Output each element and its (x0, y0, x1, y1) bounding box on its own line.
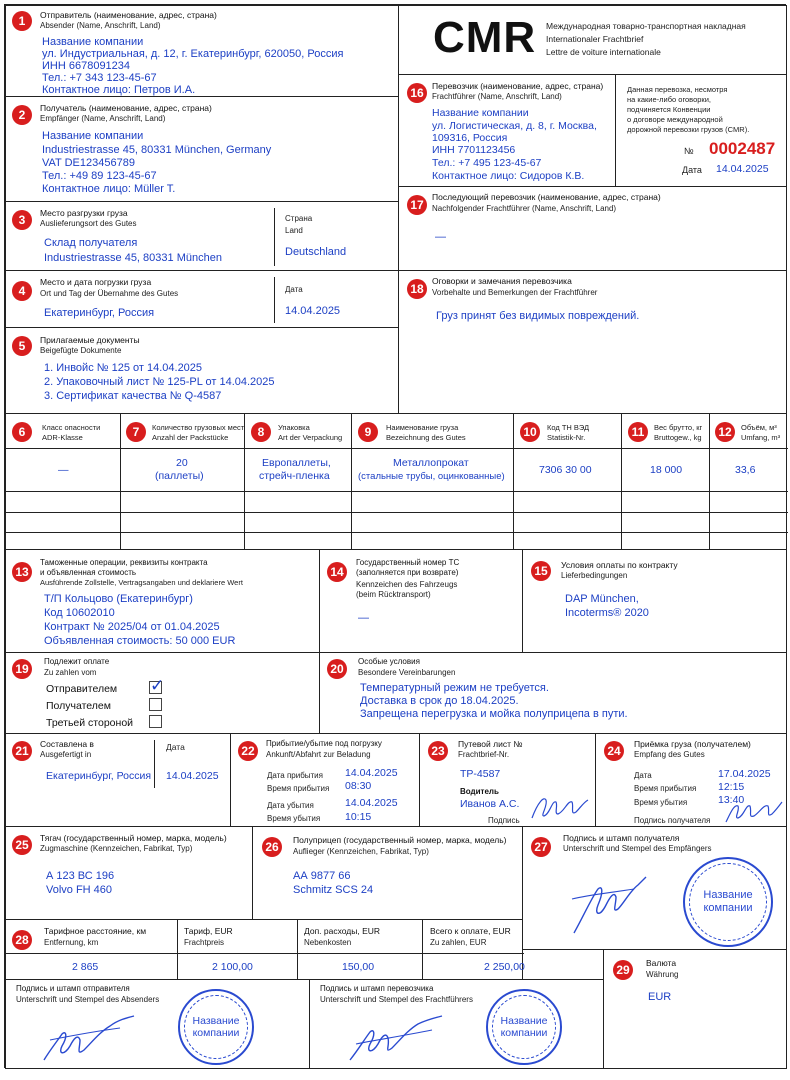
drawn-up-place: Екатеринбург, Россия (46, 770, 152, 782)
cmr-form (4, 4, 786, 1068)
cmr-note: дорожной перевозки грузов (CMR). (627, 125, 750, 134)
carrier-line: ИНН 7701123456 (432, 144, 516, 156)
sender-line: Тел.: +7 343 123-45-67 (42, 72, 157, 84)
charges-extra-value: 150,00 (342, 961, 375, 973)
box-number-18: 18 (407, 279, 427, 299)
col-header-hs-code: Код ТН ВЭД (547, 423, 590, 432)
cargo-adr: — (58, 464, 69, 476)
unloading-title: Место разгрузки груза (40, 208, 128, 218)
sender-subtitle: Absender (Name, Anschrift, Land) (40, 21, 161, 30)
col-header-volume-sub: Umfang, m³ (741, 433, 781, 442)
customs-title-2: и объявленная стоимость (40, 568, 137, 577)
cmr-note: Данная перевозка, несмотря (627, 85, 728, 94)
consignee-line: VAT DE123456789 (42, 157, 135, 169)
stamp-text: Название (192, 1015, 240, 1027)
cargo-goods-detail: (стальные трубы, оцинкованные) (358, 471, 505, 482)
box-customs (5, 549, 320, 653)
cmr-number: 0002487 (709, 139, 776, 158)
box-loading-place (5, 270, 399, 328)
cmr-logo: CMR (433, 13, 537, 62)
box-number-12: 12 (715, 422, 735, 442)
semitrailer-subtitle: Auflieger (Kennzeichen, Fabrikat, Typ) (293, 847, 429, 856)
box-carrier-signature (309, 979, 604, 1069)
stamp-text: Название (703, 889, 753, 901)
sender-signature-subtitle: Unterschrift und Stempel des Absenders (16, 995, 160, 1004)
box-number-2: 2 (12, 105, 32, 125)
loading-date-label: Дата (285, 285, 303, 294)
charges-extra-subtitle: Nebenkosten (304, 938, 352, 947)
customs-line: Т/П Кольцово (Екатеринбург) (44, 593, 193, 605)
acceptance-arrival-label: Время прибытия (634, 784, 697, 793)
consignee-title: Получатель (наименование, адрес, страна) (40, 103, 212, 113)
carrier-signature-subtitle: Unterschrift und Stempel des Frachtführers (320, 995, 473, 1004)
box-number-10: 10 (520, 422, 540, 442)
loading-arrival-date: 14.04.2025 (345, 767, 398, 779)
box-documents (5, 327, 399, 414)
box-number-16: 16 (407, 83, 427, 103)
box-number-13: 13 (12, 562, 32, 582)
box-number-9: 9 (358, 422, 378, 442)
unloading-country-subtitle: Land (285, 226, 303, 235)
consignee-acceptance-signature (724, 796, 784, 826)
customs-line: Код 10602010 (44, 607, 115, 619)
sender-title: Отправитель (наименование, адрес, страна) (40, 10, 217, 20)
carrier-stamp (486, 989, 562, 1065)
waybill-subtitle: Frachtbrief-Nr. (458, 750, 510, 759)
col-header-volume: Объём, м³ (741, 423, 777, 432)
carrier-signature-title: Подпись и штамп перевозчика (320, 984, 434, 993)
box-vehicle-number (319, 549, 523, 653)
loading-departure-date-label: Дата убытия (267, 801, 314, 810)
box-number-22: 22 (238, 741, 258, 761)
cmr-date-label: Дата (682, 165, 702, 175)
box-number-14: 14 (327, 562, 347, 582)
payable-option-sender: Отправителем (46, 683, 118, 695)
box-waybill (419, 733, 596, 827)
cargo-volume: 33,6 (735, 464, 756, 476)
payable-title: Подлежит оплате (44, 657, 110, 666)
unloading-subtitle: Auslieferungsort des Gutes (40, 219, 137, 228)
cmr-note: на какие-либо оговорки, (627, 95, 711, 104)
box-semitrailer (252, 826, 523, 920)
box-number-26: 26 (262, 837, 282, 857)
col-header-weight-sub: Bruttogew., kg (654, 433, 702, 442)
payable-option-consignee: Получателем (46, 700, 111, 712)
sender-signature (40, 1010, 140, 1066)
cargo-hs-code: 7306 30 00 (539, 464, 592, 476)
box-sender (5, 5, 399, 97)
waybill-number: ТР-4587 (460, 768, 501, 780)
drawn-up-date-label: Дата (166, 742, 185, 752)
sender-line: ИНН 6678091234 (42, 60, 131, 72)
consignee-line: Контактное лицо: Müller T. (42, 183, 176, 195)
charges-distance-value: 2 865 (72, 961, 99, 973)
col-header-adr: Класс опасности (42, 423, 101, 432)
stamp-text: компании (500, 1027, 548, 1039)
box-number-5: 5 (12, 336, 32, 356)
loading-subtitle: Ort und Tag der Übernahme des Gutes (40, 289, 179, 298)
box-number-8: 8 (251, 422, 271, 442)
col-header-goods-sub: Bezeichnung des Gutes (386, 433, 466, 442)
customs-title: Таможенные операции, реквизиты контракта (40, 558, 208, 567)
charges-total-subtitle: Zu zahlen, EUR (430, 938, 487, 947)
special-condition: Запрещена перегрузка и мойка полуприцепа в пути. (360, 708, 628, 720)
next-carrier-title: Последующий перевозчик (наименование, адрес, страна) (432, 192, 661, 202)
tractor-title: Тягач (государственный номер, марка, модель) (40, 833, 227, 843)
next-carrier-value: — (435, 231, 446, 243)
carrier-subtitle: Frachtführer (Name, Anschrift, Land) (432, 92, 562, 101)
vehicle-number-title: Государственный номер ТС (356, 558, 460, 567)
cmr-date: 14.04.2025 (716, 163, 769, 175)
box-tractor (5, 826, 253, 920)
box-number-27: 27 (531, 837, 551, 857)
acceptance-sign-label: Подпись получателя (634, 816, 711, 825)
box-acceptance (595, 733, 787, 827)
stamp-text: компании (703, 902, 753, 914)
charges-total-title: Всего к оплате, EUR (430, 926, 511, 936)
customs-line: Контракт № 2025/04 от 01.04.2025 (44, 621, 220, 633)
header-title-fr: Lettre de voiture internationale (546, 47, 661, 57)
vehicle-number-subtitle: Kennzeichen des Fahrzeugs (356, 580, 458, 589)
unloading-line: Industriestrasse 45, 80331 München (44, 252, 222, 264)
customs-line: Объявленная стоимость: 50 000 EUR (44, 635, 236, 647)
consignee-signature-title: Подпись и штамп получателя (563, 833, 680, 843)
acceptance-title: Приёмка груза (получателем) (634, 739, 751, 749)
box-loading-times (230, 733, 420, 827)
unloading-country-value: Deutschland (285, 246, 347, 258)
documents-title: Прилагаемые документы (40, 335, 140, 345)
box-carrier (398, 74, 616, 187)
loading-arrival-time: 08:30 (345, 780, 372, 792)
document-item: 2. Упаковочный лист № 125-PL от 14.04.2025 (44, 376, 275, 388)
unloading-country-title: Страна (285, 214, 313, 223)
next-carrier-subtitle: Nachfolgender Frachtführer (Name, Anschrift, Land) (432, 204, 617, 213)
semitrailer-title: Полуприцеп (государственный номер, марка, модель) (293, 835, 507, 845)
sender-line: ул. Индустриальная, д. 12, г. Екатеринбург, 620050, Россия (42, 48, 344, 60)
box-number-7: 7 (126, 422, 146, 442)
special-conditions-subtitle: Besondere Vereinbarungen (358, 668, 456, 677)
drawn-up-date: 14.04.2025 (166, 770, 219, 782)
box-number-21: 21 (12, 741, 32, 761)
loading-times-subtitle: Ankunft/Abfahrt zur Beladung (266, 750, 371, 759)
box-number-4: 4 (12, 281, 32, 301)
box-number-28: 28 (12, 930, 32, 950)
charges-distance-title: Тарифное расстояние, км (44, 926, 147, 936)
charges-tariff-value: 2 100,00 (212, 961, 253, 973)
vehicle-number-title-2: (заполняется при возврате) (356, 568, 459, 577)
checkmark-icon: ✓ (150, 676, 165, 695)
box-unloading-place (5, 201, 399, 271)
payment-terms-title: Условия оплаты по контракту (561, 560, 678, 570)
payable-subtitle: Zu zahlen vom (44, 668, 97, 677)
vehicle-number-value: — (358, 612, 369, 624)
box-number-19: 19 (12, 659, 32, 679)
box-number-29: 29 (613, 960, 633, 980)
driver-sign-label: Подпись (488, 816, 520, 825)
loading-arrival-time-label: Время прибытия (267, 784, 330, 793)
box-charges (5, 919, 523, 980)
loading-departure-date: 14.04.2025 (345, 797, 398, 809)
acceptance-date-label: Дата (634, 771, 652, 780)
sender-signature-title: Подпись и штамп отправителя (16, 984, 130, 993)
special-conditions-title: Особые условия (358, 657, 420, 666)
loading-title: Место и дата погрузки груза (40, 277, 152, 287)
box-next-carrier (398, 186, 787, 271)
carrier-line: Название компании (432, 107, 529, 119)
cargo-packing: стрейч-пленка (259, 470, 330, 482)
acceptance-departure-label: Время убытия (634, 798, 688, 807)
col-header-goods: Наименование груза (386, 423, 459, 432)
box-drawn-up (5, 733, 231, 827)
consignee-stamp (683, 857, 773, 947)
cmr-number-label: № (684, 146, 694, 156)
header-title-ru: Международная товарно-транспортная накладная (546, 21, 746, 31)
document-item: 3. Сертификат качества № Q-4587 (44, 390, 222, 402)
charges-total-value: 2 250,00 (484, 961, 525, 973)
acceptance-subtitle: Empfang des Gutes (634, 750, 705, 759)
cmr-note: подчиняется Конвенции (627, 105, 711, 114)
customs-subtitle: Ausführende Zollstelle, Vertragsangaben und deklariere Wert (40, 578, 243, 587)
consignee-line: Тел.: +49 89 123-45-67 (42, 170, 157, 182)
box-special-conditions (319, 652, 787, 734)
col-header-packages: Количество грузовых мест (152, 423, 245, 432)
semitrailer-plate: АА 9877 66 (293, 870, 351, 882)
special-condition: Температурный режим не требуется. (360, 682, 549, 694)
consignee-signature-subtitle: Unterschrift und Stempel des Empfängers (563, 844, 712, 853)
stamp-text: компании (192, 1027, 240, 1039)
payable-checkbox-consignee[interactable] (149, 698, 162, 711)
charges-distance-subtitle: Entfernung, km (44, 938, 99, 947)
col-header-packages-sub: Anzahl der Packstücke (152, 433, 229, 442)
carrier-line: Тел.: +7 495 123-45-67 (432, 157, 542, 169)
remarks-subtitle: Vorbehalte und Bemerkungen der Frachtführer (432, 288, 598, 297)
box-number-25: 25 (12, 835, 32, 855)
box-number-20: 20 (327, 659, 347, 679)
payable-option-third: Третьей стороной (46, 717, 134, 729)
box-number-23: 23 (428, 741, 448, 761)
payment-terms-line: DAP München, (565, 593, 639, 605)
cargo-packages-note: (паллеты) (155, 470, 204, 482)
currency-subtitle: Währung (646, 970, 679, 979)
payable-checkbox-sender[interactable] (149, 676, 165, 695)
drawn-up-title: Составлена в (40, 739, 94, 749)
semitrailer-model: Schmitz SCS 24 (293, 884, 374, 896)
cargo-packages: 20 (176, 457, 188, 469)
box-number-11: 11 (628, 422, 648, 442)
loading-arrival-date-label: Дата прибытия (267, 771, 323, 780)
box-number-6: 6 (12, 422, 32, 442)
driver-signature (530, 792, 590, 822)
sender-stamp (178, 989, 254, 1065)
charges-tariff-subtitle: Frachtpreis (184, 938, 225, 947)
carrier-title: Перевозчик (наименование, адрес, страна) (432, 81, 604, 91)
charges-tariff-title: Тариф, EUR (184, 926, 233, 936)
acceptance-arrival-time: 12:15 (718, 781, 745, 793)
col-header-packing: Упаковка (278, 423, 310, 432)
cargo-goods: Металлопрокат (393, 457, 469, 469)
box-carrier-remarks (398, 270, 787, 414)
acceptance-date: 17.04.2025 (718, 768, 771, 780)
col-header-hs-code-sub: Statistik-Nr. (547, 433, 586, 442)
carrier-line: Контактное лицо: Сидоров К.В. (432, 170, 585, 182)
tractor-subtitle: Zugmaschine (Kennzeichen, Fabrikat, Typ) (40, 844, 193, 853)
loading-departure-time-label: Время убытия (267, 814, 321, 823)
loading-times-title: Прибытие/убытие под погрузку (266, 739, 382, 748)
special-condition: Доставка в срок до 18.04.2025. (360, 695, 519, 707)
consignee-signature (568, 869, 648, 939)
header (398, 5, 787, 75)
stamp-text: Название (500, 1015, 548, 1027)
vehicle-number-subtitle-2: (beim Rücktransport) (356, 590, 431, 599)
box-currency (603, 949, 787, 1069)
cargo-table (5, 413, 787, 550)
currency-title: Валюта (646, 958, 677, 968)
remarks-title: Оговорки и замечания перевозчика (432, 276, 572, 286)
consignee-subtitle: Empfänger (Name, Anschrift, Land) (40, 114, 166, 123)
consignee-line: Название компании (42, 130, 144, 142)
unloading-line: Склад получателя (44, 237, 138, 249)
payment-terms-line: Incoterms® 2020 (565, 607, 649, 619)
box-number-24: 24 (604, 741, 624, 761)
col-header-adr-sub: ADR-Klasse (42, 433, 83, 442)
payable-checkbox-third[interactable] (149, 715, 162, 728)
box-number-3: 3 (12, 210, 32, 230)
tractor-model: Volvo FH 460 (46, 884, 113, 896)
acceptance-departure-time: 13:40 (718, 794, 745, 806)
document-item: 1. Инвойс № 125 от 14.04.2025 (44, 362, 203, 374)
drawn-up-subtitle: Ausgefertigt in (40, 750, 92, 759)
loading-departure-time: 10:15 (345, 811, 372, 823)
box-number-17: 17 (407, 195, 427, 215)
cmr-note: о договоре международной (627, 115, 723, 124)
sender-line: Название компании (42, 36, 144, 48)
loading-date-value: 14.04.2025 (285, 305, 341, 317)
box-payment-terms (522, 549, 787, 653)
loading-place-value: Екатеринбург, Россия (44, 307, 155, 319)
box-consignee-signature (522, 826, 787, 950)
box-number-15: 15 (531, 561, 551, 581)
box-sender-signature (5, 979, 310, 1069)
header-title-de: Internationaler Frachtbrief (546, 34, 644, 44)
col-header-packing-sub: Art der Verpackung (278, 433, 343, 442)
driver-label: Водитель (460, 787, 499, 796)
consignee-line: Industriestrasse 45, 80331 München, Germany (42, 144, 272, 156)
box-payable-by (5, 652, 320, 734)
box-number-1: 1 (12, 11, 32, 31)
sender-line: Контактное лицо: Петров И.А. (42, 84, 196, 96)
carrier-line: ул. Логистическая, д. 8, г. Москва, (432, 120, 597, 132)
payment-terms-subtitle: Lieferbedingungen (561, 571, 628, 580)
waybill-title: Путевой лист № (458, 739, 523, 749)
carrier-line: 109316, Россия (432, 132, 508, 144)
box-consignee (5, 96, 399, 202)
currency-value: EUR (648, 991, 672, 1003)
box-cmr-number (615, 74, 787, 187)
charges-extra-title: Доп. расходы, EUR (304, 926, 381, 936)
tractor-plate: А 123 ВС 196 (46, 870, 115, 882)
cargo-weight: 18 000 (650, 464, 683, 476)
documents-subtitle: Beigefügte Dokumente (40, 346, 122, 355)
remarks-value: Груз принят без видимых повреждений. (436, 310, 640, 322)
carrier-signature (346, 1010, 446, 1066)
driver-name: Иванов А.С. (460, 798, 520, 810)
col-header-weight: Вес брутто, кг (654, 423, 703, 432)
cargo-packing: Европаллеты, (262, 457, 331, 469)
